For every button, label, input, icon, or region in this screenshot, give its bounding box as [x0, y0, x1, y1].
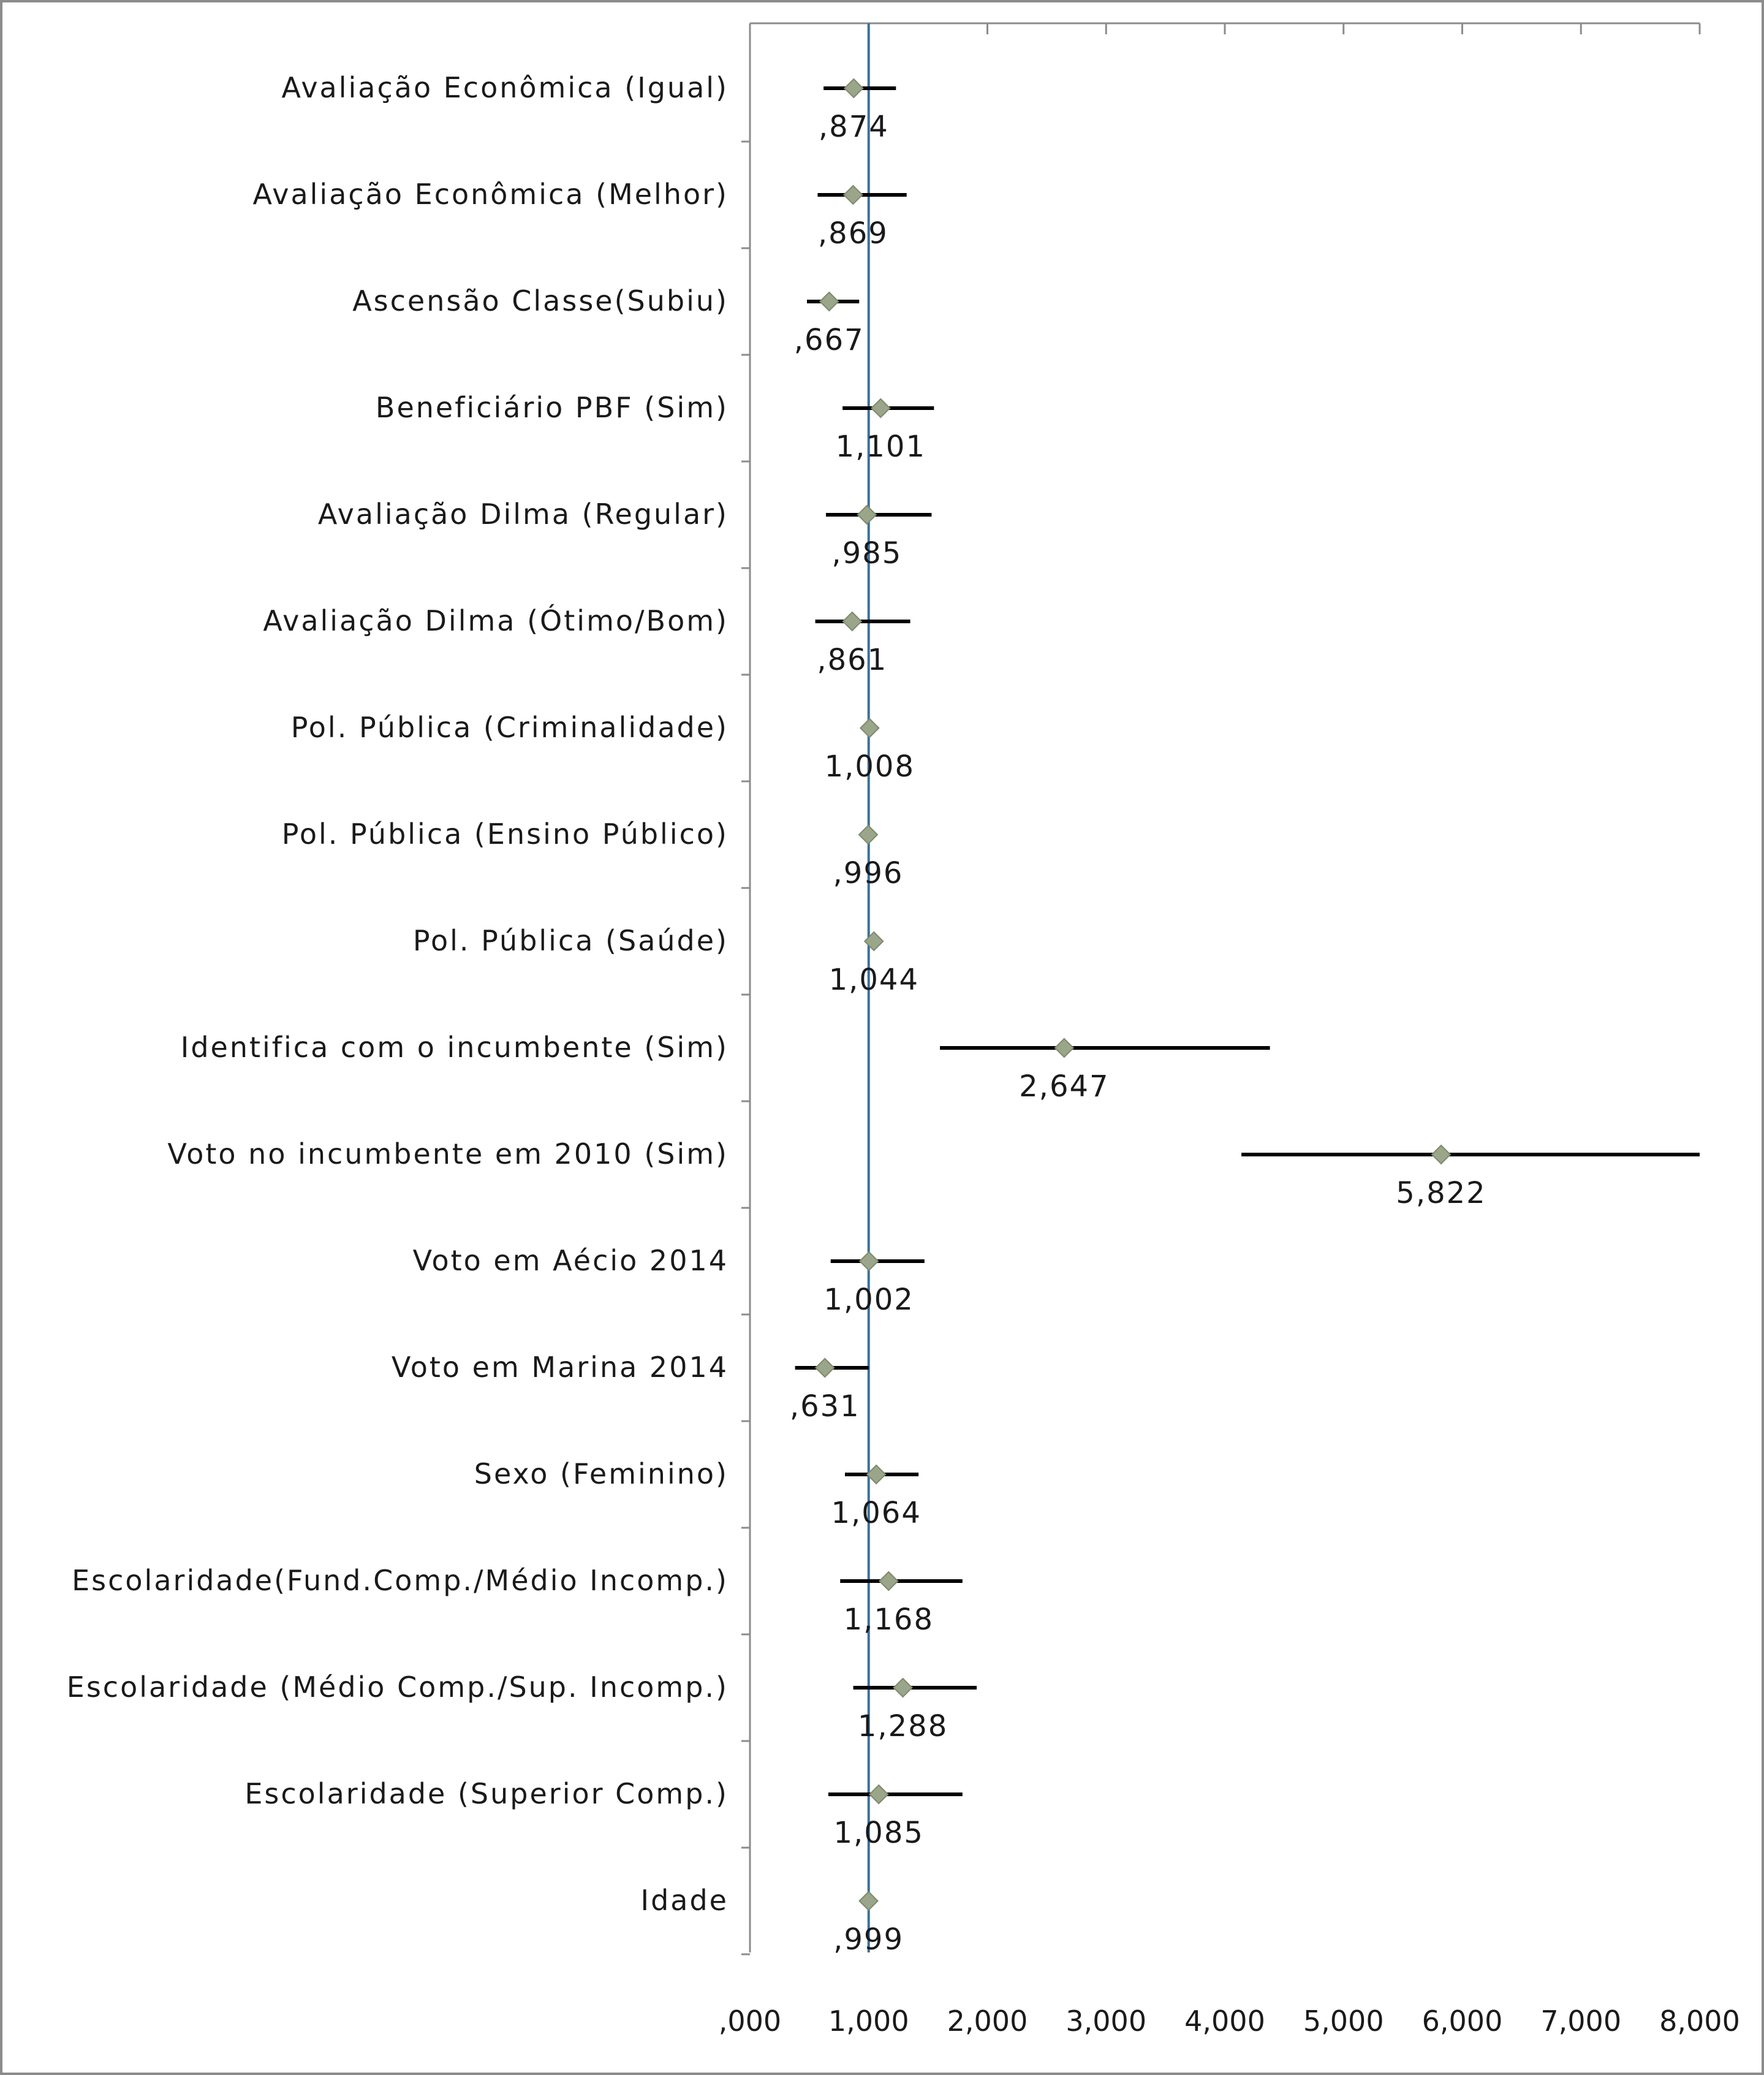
- x-tick-label: 8,000: [1659, 2005, 1740, 2038]
- category-label: Beneficiário PBF (Sim): [375, 391, 729, 424]
- value-label: ,999: [833, 1922, 904, 1957]
- category-label: Pol. Pública (Criminalidade): [290, 711, 729, 744]
- x-tick-label: 4,000: [1184, 2005, 1265, 2038]
- category-label: Identifica com o incumbente (Sim): [180, 1031, 729, 1064]
- category-label: Sexo (Feminino): [474, 1457, 729, 1490]
- category-label: Voto em Aécio 2014: [412, 1244, 729, 1277]
- category-label: Escolaridade (Superior Comp.): [244, 1777, 729, 1810]
- x-tick-label: 6,000: [1421, 2005, 1503, 2038]
- point-estimate-marker: [894, 1679, 912, 1697]
- value-label: ,874: [818, 110, 889, 144]
- point-estimate-marker: [860, 1892, 878, 1910]
- x-tick-label: 1,000: [828, 2005, 909, 2038]
- category-label: Escolaridade (Médio Comp./Sup. Incomp.): [66, 1671, 729, 1704]
- forest-plot: [2, 2, 1762, 2073]
- value-label: ,861: [817, 643, 888, 677]
- x-tick-label: 7,000: [1540, 2005, 1622, 2038]
- value-label: ,996: [833, 856, 904, 890]
- point-estimate-marker: [860, 1252, 878, 1270]
- point-estimate-marker: [1432, 1145, 1450, 1164]
- value-label: ,667: [793, 323, 865, 357]
- value-label: 1,288: [857, 1709, 948, 1743]
- x-tick-label: ,000: [718, 2005, 782, 2038]
- category-label: Voto no incumbente em 2010 (Sim): [167, 1137, 729, 1170]
- point-estimate-marker: [843, 612, 861, 631]
- category-label: Avaliação Dilma (Regular): [317, 498, 729, 531]
- category-label: Escolaridade(Fund.Comp./Médio Incomp.): [72, 1564, 729, 1597]
- value-label: 1,168: [843, 1603, 934, 1637]
- value-label: 5,822: [1396, 1176, 1486, 1210]
- category-label: Pol. Pública (Saúde): [412, 924, 729, 957]
- value-label: 1,101: [835, 430, 926, 464]
- point-estimate-marker: [859, 825, 877, 844]
- point-estimate-marker: [879, 1572, 898, 1590]
- value-label: 1,044: [828, 963, 919, 997]
- value-label: 2,647: [1019, 1069, 1110, 1104]
- value-label: ,985: [831, 536, 903, 571]
- point-estimate-marker: [858, 506, 876, 524]
- value-label: 1,002: [823, 1283, 914, 1317]
- x-tick-label: 3,000: [1066, 2005, 1147, 2038]
- value-label: 1,085: [833, 1816, 924, 1850]
- x-tick-label: 5,000: [1303, 2005, 1384, 2038]
- point-estimate-marker: [869, 1785, 888, 1804]
- value-label: ,631: [789, 1389, 860, 1424]
- category-label: Avaliação Dilma (Ótimo/Bom): [263, 604, 729, 637]
- point-estimate-marker: [844, 186, 862, 204]
- point-estimate-marker: [844, 79, 863, 97]
- point-estimate-marker: [820, 292, 838, 311]
- category-label: Pol. Pública (Ensino Público): [281, 817, 729, 851]
- value-label: 1,008: [824, 749, 915, 784]
- category-label: Avaliação Econômica (Igual): [281, 71, 729, 104]
- category-label: Idade: [640, 1884, 729, 1917]
- point-estimate-marker: [860, 719, 879, 737]
- point-estimate-marker: [816, 1359, 834, 1377]
- category-label: Avaliação Econômica (Melhor): [252, 178, 729, 211]
- value-label: 1,064: [831, 1496, 922, 1530]
- category-label: Voto em Marina 2014: [391, 1351, 729, 1384]
- category-label: Ascensão Classe(Subiu): [352, 284, 729, 317]
- value-label: ,869: [817, 216, 888, 251]
- x-tick-label: 2,000: [947, 2005, 1028, 2038]
- point-estimate-marker: [1055, 1039, 1073, 1057]
- point-estimate-marker: [871, 399, 890, 417]
